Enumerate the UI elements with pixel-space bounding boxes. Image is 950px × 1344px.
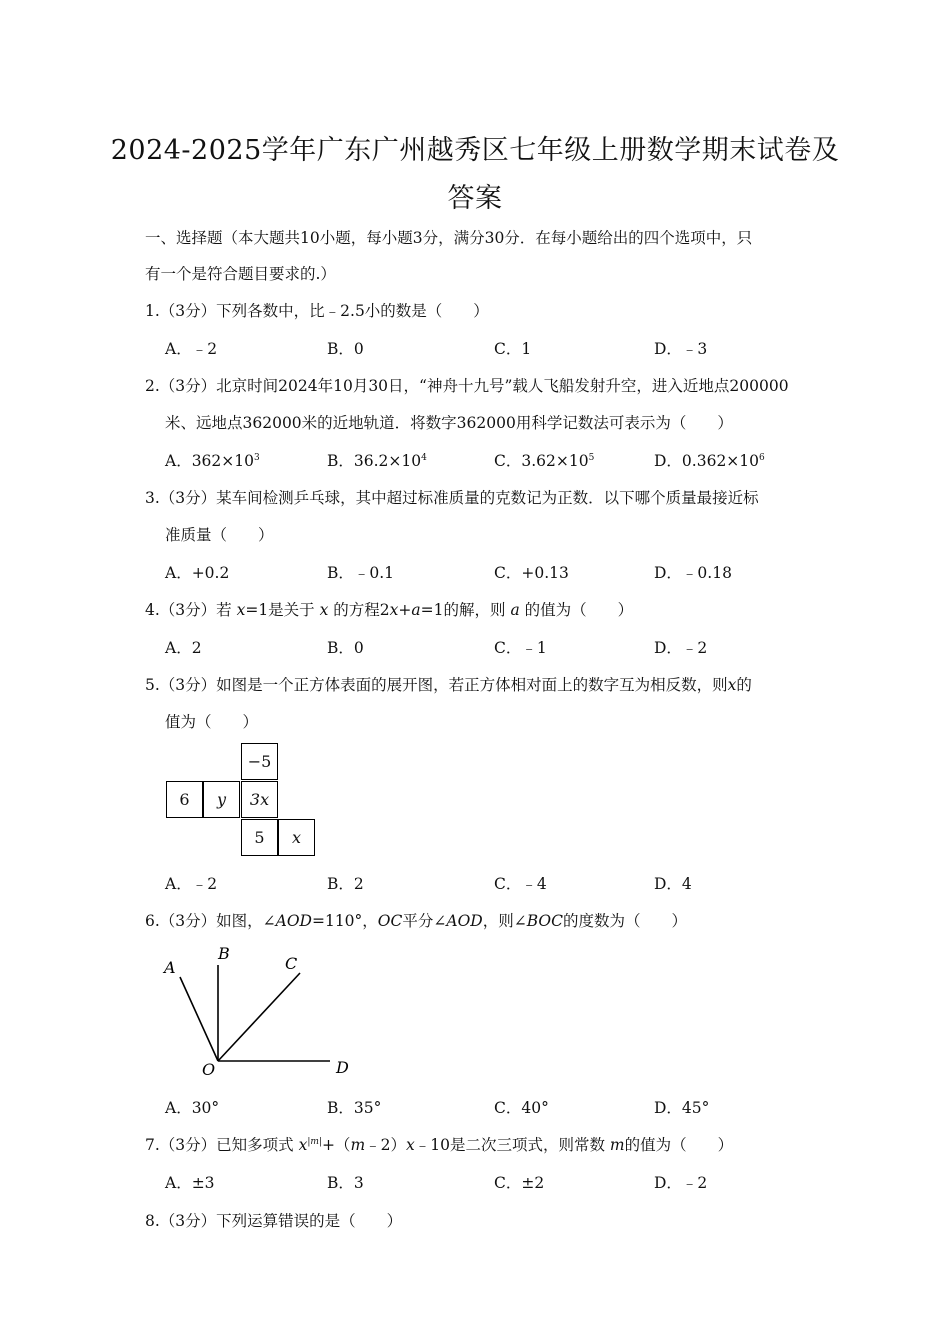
- q7-option-b: B．3: [327, 1174, 364, 1192]
- q3-option-d: D．﹣0.18: [654, 564, 732, 582]
- question-5-stem-line2: 值为（ ）: [165, 713, 259, 731]
- question-4-stem: 4.（3分）若 x=1是关于 x 的方程2x+a=1的解，则 a 的值为（ ）: [145, 601, 634, 619]
- label-o: O: [202, 1060, 216, 1079]
- q3-option-a: A．+0.2: [165, 564, 230, 582]
- net-cell-6: 6: [166, 781, 203, 818]
- ray-oa: [180, 977, 218, 1061]
- label-a: A: [164, 958, 176, 977]
- q4-option-c: C．﹣1: [494, 639, 547, 657]
- q4-option-d: D．﹣2: [654, 639, 708, 657]
- page-title: 2024-2025学年广东广州越秀区七年级上册数学期末试卷及: [110, 135, 840, 166]
- section-heading: 一、选择题（本大题共10小题，每小题3分，满分30分．在每小题给出的四个选项中，只: [145, 229, 753, 247]
- q3-option-c: C．+0.13: [494, 564, 569, 582]
- q6-option-d: D．45°: [654, 1099, 710, 1117]
- question-3-stem-line2: 准质量（ ）: [165, 526, 274, 544]
- q5-option-c: C．﹣4: [494, 875, 547, 893]
- q1-option-c: C．1: [494, 340, 532, 358]
- ray-oc: [218, 973, 300, 1061]
- q4-option-b: B．0: [327, 639, 364, 657]
- q1-option-a: A．﹣2: [165, 340, 218, 358]
- q6-option-c: C．40°: [494, 1099, 549, 1117]
- section-heading-line2: 有一个是符合题目要求的.）: [145, 265, 336, 283]
- q2-option-d: D．$0.362\times 10^6$: [654, 452, 765, 470]
- q5-option-b: B．2: [327, 875, 364, 893]
- q2-option-b: B．$36.2\times 10^4$: [327, 452, 427, 470]
- question-7-stem: 7.（3分）已知多项式 $x^{|m|}+(m﹣2)x﹣10$是二次三项式，则常数 m的值为（ ）: [145, 1136, 734, 1154]
- question-5-stem: 5.（3分）如图是一个正方体表面的展开图，若正方体相对面上的数字互为相反数，则x的: [145, 676, 752, 694]
- question-2-stem-line2: 米、远地点362000米的近地轨道．将数字362000用科学记数法可表示为（ ）: [165, 414, 733, 432]
- question-8-stem: 8.（3分）下列运算错误的是（ ）: [145, 1212, 403, 1230]
- q6-option-b: B．35°: [327, 1099, 382, 1117]
- q7-option-d: D．﹣2: [654, 1174, 708, 1192]
- net-cell-5: 5: [241, 819, 278, 856]
- question-3-stem: 3.（3分）某车间检测乒乓球，其中超过标准质量的克数记为正数．以下哪个质量最接近标: [145, 489, 759, 507]
- net-cell-y: y: [203, 781, 240, 818]
- q7-option-a: A．±3: [165, 1174, 215, 1192]
- net-cell-x: x: [278, 819, 315, 856]
- q4-option-a: A．2: [165, 639, 202, 657]
- label-c: C: [285, 954, 298, 973]
- q5-option-a: A．﹣2: [165, 875, 218, 893]
- label-d: D: [336, 1058, 349, 1077]
- net-cell-3x: 3x: [241, 781, 278, 818]
- q7-option-c: C．±2: [494, 1174, 545, 1192]
- q1-option-b: B．0: [327, 340, 364, 358]
- q2-option-c: C．$3.62\times 10^5$: [494, 452, 595, 470]
- net-cell-top: −5: [241, 743, 278, 780]
- q1-option-d: D．﹣3: [654, 340, 708, 358]
- question-1-stem: 1.（3分）下列各数中，比﹣2.5小的数是（ ）: [145, 302, 489, 320]
- q2-option-a: A．$362\times 10^3$: [165, 452, 260, 470]
- angle-figure: [150, 940, 380, 1080]
- question-2-stem: 2.（3分）北京时间2024年10月30日，“神舟十九号”载人飞船发射升空，进入近地点200000: [145, 377, 789, 395]
- q3-option-b: B．﹣0.1: [327, 564, 395, 582]
- question-6-stem: 6.（3分）如图，∠AOD=110°，OC平分∠AOD，则∠BOC的度数为（ ）: [145, 912, 687, 930]
- q5-option-d: D．4: [654, 875, 692, 893]
- q6-option-a: A．30°: [165, 1099, 220, 1117]
- label-b: B: [218, 944, 230, 963]
- page-title-line2: 答案: [447, 183, 503, 214]
